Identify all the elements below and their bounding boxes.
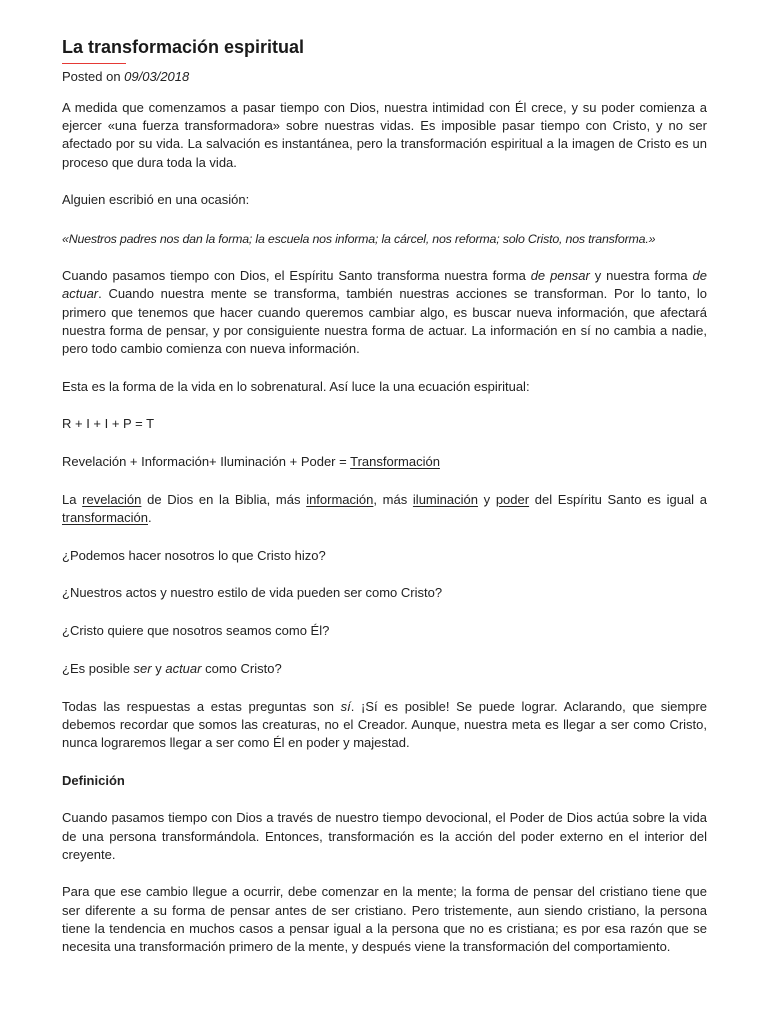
question-2: ¿Nuestros actos y nuestro estilo de vida pueden ser como Cristo?: [62, 585, 443, 601]
question-3: ¿Cristo quiere que nosotros seamos como Él?: [62, 623, 330, 639]
paragraph-1: A medida que comenzamos a pasar tiempo con Dios, nuestra intimidad con Él crece, y su poder comienza a ejercer «una fuerza transformadora» sobre nuestras vidas. Es imposible pasar tiempo con Cristo, y no ser afectado por su vida. La salvación es instantánea, pero la transformación espiritual a la imagen de Cristo es un proceso que dura toda la vida.: [62, 100, 707, 170]
paragraph-8: Para que ese cambio llegue a ocurrir, debe comenzar en la mente; la forma de pensar del cristiano tiene que ser diferente a su forma de pensar antes de ser cristiano. Pero tristemente, aun siendo cristiano, la persona tiene la tendencia en muchos casos a pensar igual a la persona que no es cristiana; es por esa razón que se necesita una transformación primero de la mente, y después viene la transformación del comportamiento.: [62, 884, 707, 955]
title-underline: [62, 63, 126, 64]
page-title: La transformación espiritual: [62, 37, 305, 57]
paragraph-2: Alguien escribió en una ocasión:: [62, 192, 250, 208]
p5-c: de Dios en la Biblia, más: [141, 491, 307, 507]
q4-ser: ser: [133, 660, 152, 676]
q4-a: ¿Es posible: [62, 660, 134, 676]
posted-prefix: Posted on: [62, 69, 121, 84]
question-1: ¿Podemos hacer nosotros lo que Cristo hizo?: [62, 547, 326, 563]
p5-k: .: [147, 510, 152, 526]
p3-em-actuar: de actuar: [62, 268, 707, 302]
equation: R + I + I + P = T: [62, 416, 155, 432]
q4-e: como Cristo?: [201, 660, 282, 676]
p5-poder: poder: [495, 491, 530, 507]
p5-a: La: [62, 491, 83, 507]
definition-heading: Definición: [62, 772, 125, 788]
paragraph-7: Cuando pasamos tiempo con Dios a través de nuestro tiempo devocional, el Poder de Dios actúa sobre la vida de una persona transformándola. Entonces, transformación es la acción del poder externo en el interior del creyente.: [62, 810, 707, 862]
p5-transformacion: transformación: [62, 510, 148, 526]
q4-actuar: actuar: [165, 660, 202, 676]
p3-em-pensar: de pensar: [530, 268, 590, 284]
posted-date: 09/03/2018: [124, 69, 190, 84]
p5-e: , más: [373, 491, 413, 507]
equation-words-prefix: Revelación + Información+ Iluminación + Poder =: [62, 454, 351, 470]
paragraph-5: [62, 491, 707, 527]
p6-c: . ¡Sí es posible! Se puede lograr. Aclarando, que siempre debemos recordar que somos las creaturas, no el Creador. Aunque, nuestra meta es llegar a ser como Cristo, nunca lograremos llegar a ser como Él en poder y majestad.: [62, 698, 708, 750]
q4-c: y: [151, 660, 166, 676]
p5-revelacion: revelación: [82, 491, 142, 507]
p6-a: Todas las respuestas a estas preguntas son: [62, 698, 341, 714]
p5-informacion: información: [306, 491, 374, 507]
p3-text-e: . Cuando nuestra mente se transforma, también nuestras acciones se transforman. Por lo tanto, lo primero que tenemos que hacer cuando queremos cambiar algo, es buscar nueva información, que afectará nuestra forma de pensar, y por consiguiente nuestra forma de actuar. La información en sí no cambia a nadie, pero todo cambio comienza con nueva información.: [62, 286, 707, 357]
p5-i: del Espíritu Santo es igual a: [529, 491, 707, 507]
question-4: [62, 660, 707, 678]
p6-si: sí: [340, 698, 351, 714]
quote: «Nuestros padres nos dan la forma; la escuela nos informa; la cárcel, nos reforma; solo Cristo, nos transforma.»: [62, 231, 656, 246]
paragraph-6: [62, 698, 707, 753]
p3-text-a: Cuando pasamos tiempo con Dios, el Espíritu Santo transforma nuestra forma: [62, 268, 531, 284]
paragraph-4: Esta es la forma de la vida en lo sobrenatural. Así luce la una ecuación espiritual:: [62, 378, 530, 394]
paragraph-3: [62, 267, 707, 358]
equation-words: [62, 453, 707, 471]
p3-text-c: y nuestra forma: [589, 268, 693, 284]
equation-words-result: Transformación: [350, 454, 440, 470]
p5-iluminacion: iluminación: [412, 491, 478, 507]
post-meta: [62, 68, 707, 86]
p5-g: y: [477, 491, 496, 507]
